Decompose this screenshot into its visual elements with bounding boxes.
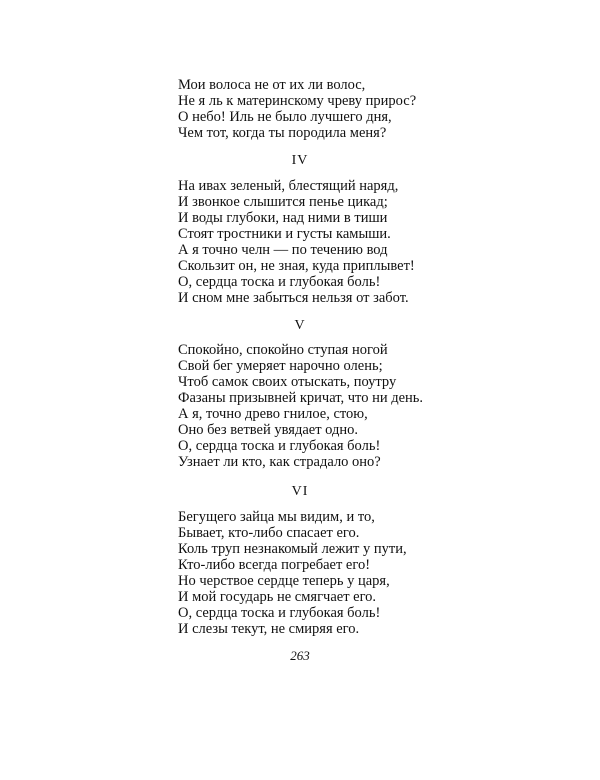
poem-line: И сном мне забыться нельзя от забот. [178, 290, 409, 306]
poem-line: Бегущего зайца мы видим, и то, [178, 509, 375, 525]
poem-line: О, сердца тоска и глубокая боль! [178, 605, 381, 621]
stanza-v [178, 342, 478, 470]
poem-line: И слезы текут, не смиряя его. [178, 621, 360, 637]
poem-line: Оно без ветвей увядает одно. [178, 422, 359, 438]
poem-line: Бывает, кто-либо спасает его. [178, 525, 360, 541]
poem-line: На ивах зеленый, блестящий наряд, [178, 178, 399, 194]
poem-line: Стоят тростники и густы камыши. [178, 226, 391, 242]
poem-line: Скользит он, не зная, куда приплывет! [178, 258, 415, 274]
poem-line: Фазаны призывней кричат, что ни день. [178, 390, 424, 406]
poem-line: Не я ль к материнскому чреву прирос? [178, 93, 417, 109]
page-number: 263 [290, 648, 310, 663]
poem-line: Узнает ли кто, как страдало оно? [178, 454, 381, 470]
stanza-iv [178, 178, 478, 306]
stanza-vi [178, 509, 478, 637]
poem-line: О небо! Иль не было лучшего дня, [178, 109, 392, 125]
poem-line: А я точно челн — по течению вод [178, 242, 388, 258]
poem-line: Спокойно, спокойно ступая ногой [178, 342, 388, 358]
poem-line: Коль труп незнакомый лежит у пути, [178, 541, 407, 557]
poem-line: Чем тот, когда ты породила меня? [178, 125, 387, 141]
poem-line: Но черствое сердце теперь у царя, [178, 573, 390, 589]
poem-line: Чтоб самок своих отыскать, поутру [178, 374, 397, 390]
poem-line: О, сердца тоска и глубокая боль! [178, 438, 381, 454]
poem-line: Мои волоса не от их ли волос, [178, 77, 366, 93]
poem-line: Кто-либо всегда погребает его! [178, 557, 371, 573]
poem-line: Свой бег умеряет нарочно олень; [178, 358, 383, 374]
section-numeral-iv: IV [291, 153, 309, 168]
section-numeral-v: V [294, 318, 306, 333]
poem-line: И звонкое слышится пенье цикад; [178, 194, 388, 210]
poem-line: И воды глубоки, над ними в тиши [178, 210, 388, 226]
poem-line: О, сердца тоска и глубокая боль! [178, 274, 381, 290]
poem-line: А я, точно древо гнилое, стою, [178, 406, 368, 422]
poem-line: И мой государь не смягчает его. [178, 589, 377, 605]
stanza-continuation [178, 77, 478, 141]
section-numeral-vi: VI [291, 484, 309, 499]
